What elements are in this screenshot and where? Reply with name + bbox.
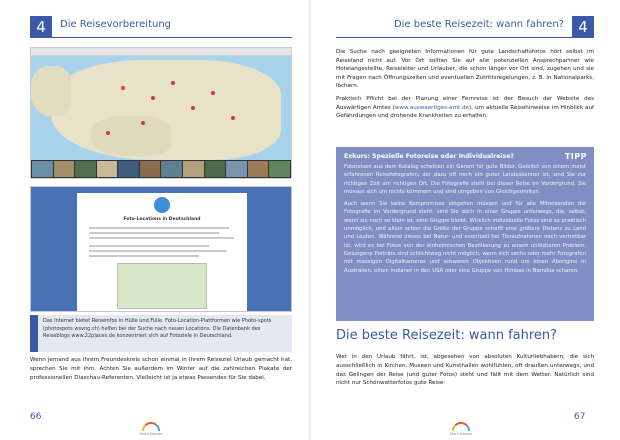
left-page-number: 66 (30, 412, 42, 422)
map-land-mass (91, 116, 171, 156)
map-location-pin (231, 116, 235, 120)
logo-text: Stern Nahide (139, 432, 163, 436)
map-location-pin (191, 106, 195, 110)
photo-thumbnail (161, 161, 182, 177)
map-location-pin (121, 86, 125, 90)
website-screenshot (30, 186, 292, 312)
intro-paragraph-2 (336, 95, 594, 121)
photo-thumbnail (75, 161, 96, 177)
photo-thumbnail (54, 161, 75, 177)
section-heading: Die beste Reisezeit: wann fahren? (336, 328, 558, 343)
website-page (77, 193, 247, 312)
europe-map (31, 56, 291, 162)
map-location-pin (106, 131, 110, 135)
photo-thumbnail (183, 161, 204, 177)
photo-thumbnail (226, 161, 247, 177)
exkurs-tip-box (336, 147, 594, 321)
logo-text: Stern Nahide (449, 432, 473, 436)
photo-thumbnail (205, 161, 226, 177)
page-gutter (309, 0, 311, 440)
text-line (89, 245, 209, 247)
map-location-pin (151, 96, 155, 100)
photo-thumbnail (248, 161, 269, 177)
right-chapter-number: 4 (572, 16, 594, 38)
map-land-mass (31, 66, 71, 116)
left-body-text: Wenn jemand aus Ihrem Freundeskreis schon einmal in Ihrem Reiseziel Urlaub gemacht hat, sprechen Sie mit ihm. Achten Sie außerdem im Winter auf die zahlreichen Plakate der professionellen Diaschau-Referenten. Vielleicht ist ja etwas Passendes für Sie dabei. (30, 357, 292, 381)
exkurs-body (344, 163, 586, 275)
map-location-pin (211, 91, 215, 95)
left-chapter-number: 4 (30, 16, 52, 38)
website-map (117, 263, 207, 309)
right-header-title: Die beste Reisezeit: wann fahren? (393, 19, 564, 30)
tipp-badge: TIPP (564, 152, 587, 161)
figure-caption (30, 315, 292, 352)
right-intro-text (336, 48, 594, 121)
text-line (89, 232, 219, 234)
rainbow-logo-icon (142, 422, 160, 431)
photo-thumbnail (97, 161, 118, 177)
intro-p2-end: ), um aktuelle Reisehinweise im Hinblick auf Gefährdungen und drohende Krankheiten zu erhalten. (336, 104, 594, 120)
text-line (89, 237, 234, 239)
caption-text: Das Internet bietet Reiseinfos in Hülle und Fülle. Foto-Location-Plattformen wie Photo-spots (photospots.wsvng.ch) helfen bei der Suche nach neuen Locations. Die Datenbank des Reiseblogs www.22places.de konzentriert sich auf Fotoziele in Deutschland. (43, 318, 272, 339)
intro-paragraph-1: Die Suche nach geeigneten Informationen für gute Landschaftsfotos hört selbst im Reiseland nicht auf. Vor Ort sollten Sie auf alle potenziellen Ansprechpartner wie Hotelangestellte, Reiseleiter und Urlauber, die schon länger vor Ort sind, zugehen und sie mit Fragen nach Öffnungszeiten und eventuellen Zutrittsregelungen, z. B. in Nationalparks, löchern. (336, 49, 594, 90)
right-page-number: 67 (574, 412, 586, 422)
rainbow-logo-icon (452, 422, 470, 431)
website-link[interactable]: www.auswaertiges-amt.de (394, 104, 469, 111)
text-line (89, 227, 229, 229)
photo-thumbnail (32, 161, 53, 177)
right-page-header (336, 16, 594, 38)
map-location-pin (171, 81, 175, 85)
right-body-text: Wer in den Urlaub fährt, ist, abgesehen von absoluten Kulturliebhabern, die sich ausschließlich in Kirchen, Museen und Kunsthallen wohlfühlen, oft draußen unterwegs, und das Gelingen der Reise (und guter Fotos) steht und fällt mit dem Wetter. Natürlich sind nicht nur Schönwetterfotos gute Reise- (336, 354, 594, 387)
intro-p2-start: Praktisch Pflicht bei der Planung einer Fernreise ist der Besuch der Website des Auswärtigen Amtes ( (336, 95, 594, 111)
website-title: Foto-Locations in Deutschland (123, 217, 201, 222)
photo-thumbnail (140, 161, 161, 177)
photo-thumbnail-strip (31, 160, 291, 178)
map-toolbar (31, 48, 291, 56)
left-page-header (30, 16, 292, 38)
exkurs-title: Exkurs: Spezielle Fotoreise oder Individualreise? (344, 153, 514, 160)
exkurs-paragraph-2: Auch wenn Sie keine Kompromisse eingehen müssen und für alle Mitreisenden die Fotografie im Vordergrund steht, sind Sie doch in einer Gruppe unterwegs, die, selbst, wenn sie noch so klein ist, eine Gruppe bleibt. Wirklich individuelle Fotos sind so praktisch unmöglich, und allein schon die Größe der Gruppe schafft eine größere Distanz zu Land und Leuten. Während dieses bei Natur- und eventuell bei Tieraufnahmen noch vertretbar ist, wird es bei Fotos von der einheimischen Bevölkerung zu einem unlösbaren Problem. Gelungene Porträts sind schlichtweg nicht möglich, wenn sich sechs oder mehr Fotografen mit massigen Digitalkameras und schweren Objektiven rund um einen Aborigine in Australien, einen Indianer in den USA oder eine Gruppe von Himbas in Namibia scharen. (344, 201, 586, 274)
map-screenshot (30, 47, 292, 179)
site-logo-icon (154, 197, 170, 213)
exkurs-paragraph-1: Fotoreisen aus dem Katalog scheinen ein Garant für gute Bilder. Geleitet von einem meist erfahrenen Reisefotografen, der dazu oft noch ein guter Landeskenner ist, sind Sie zur richtigen Zeit am richtigen Ort. Die Fotografie steht bei dieser Reise im Vordergrund. Sie müssen sich um nichts kümmern und sind umgeben von Gleichgesinnten. (344, 164, 586, 195)
left-header-title: Die Reisevorbereitung (60, 19, 172, 30)
photo-thumbnail (269, 161, 290, 177)
map-location-pin (141, 121, 145, 125)
text-line (89, 255, 199, 257)
text-line (89, 250, 227, 252)
photo-thumbnail (118, 161, 139, 177)
